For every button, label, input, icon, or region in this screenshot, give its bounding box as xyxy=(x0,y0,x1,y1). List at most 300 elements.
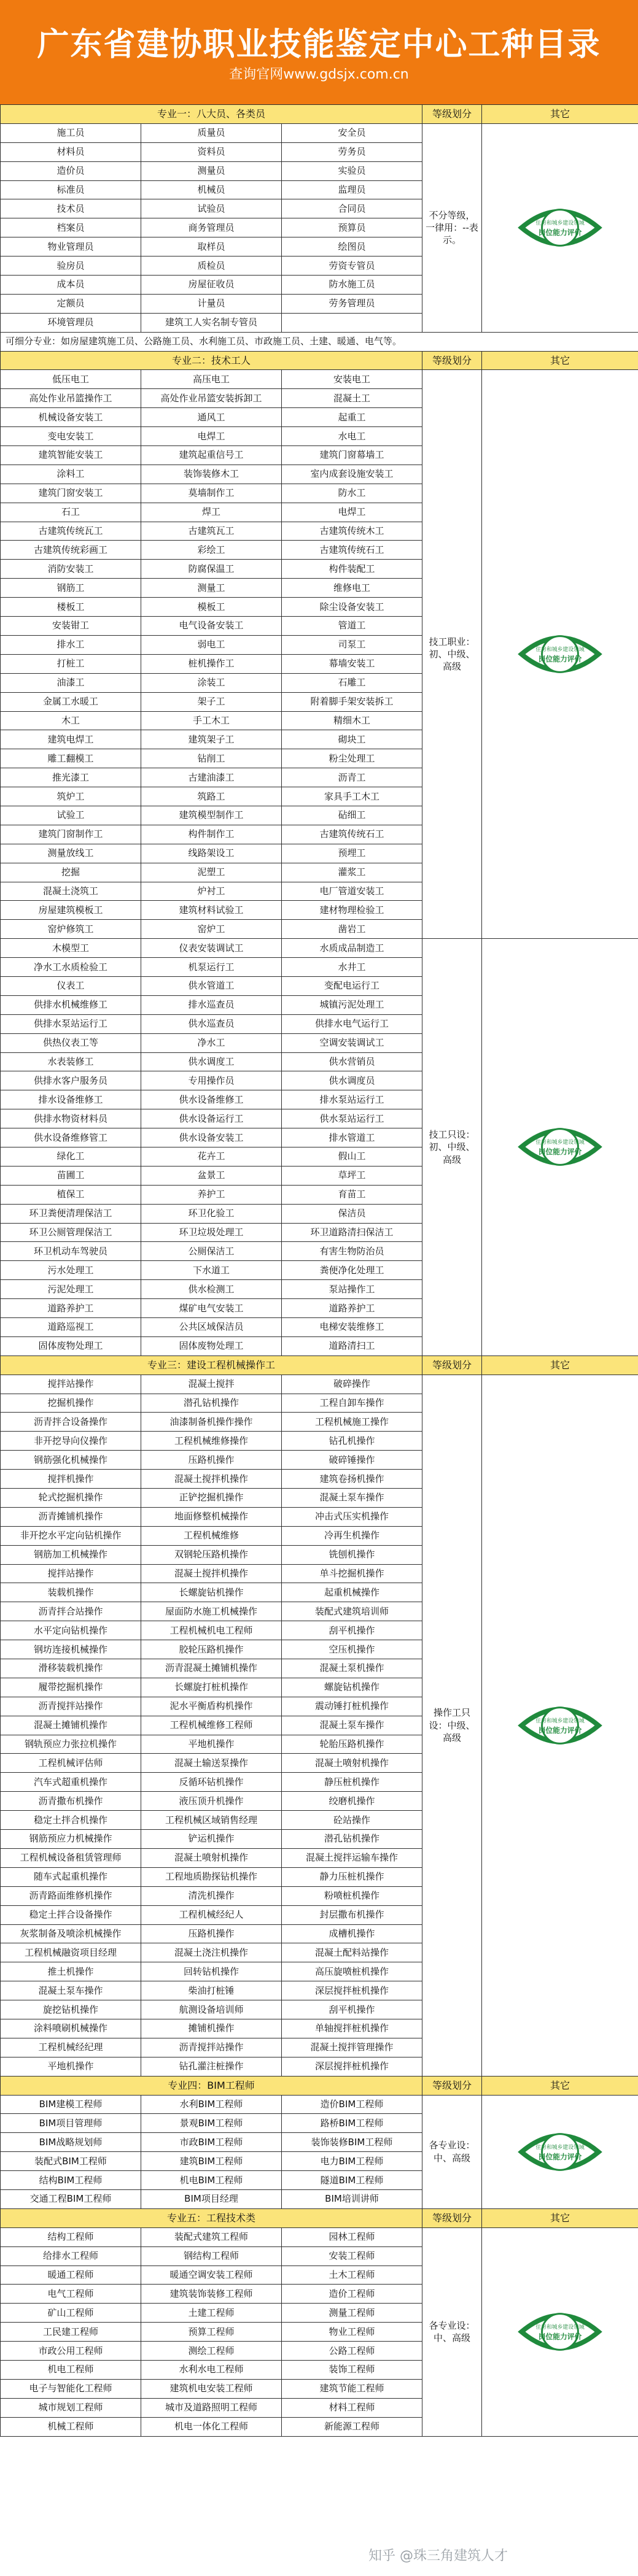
table-row xyxy=(1,2227,638,2246)
table-row xyxy=(1,370,638,389)
green-eye-logo-icon xyxy=(518,1117,602,1177)
job-title-cell: 古建筑瓦工 xyxy=(141,522,282,541)
green-eye-logo-icon xyxy=(518,2302,602,2362)
section-title: 专业三：建设工程机械操作工 xyxy=(1,1355,422,1375)
job-title-cell: 电焊工 xyxy=(282,503,422,522)
job-title-cell: 钢结构工程师 xyxy=(141,2246,282,2266)
website-text: 查询官网www.gdsjx.com.cn xyxy=(229,67,409,82)
job-title-cell: 测量工 xyxy=(141,579,282,598)
job-title-cell: 装饰工程师 xyxy=(282,2360,422,2379)
job-title-cell: 安全员 xyxy=(282,123,422,142)
job-title-cell: 柴油打桩锤 xyxy=(141,1981,282,2000)
job-title-cell: 轮胎压路机操作 xyxy=(282,1735,422,1754)
job-title-cell: 苗圃工 xyxy=(1,1166,141,1185)
job-title-cell: 供水巡查员 xyxy=(141,1014,282,1033)
job-title-cell: 建筑门窗安装工 xyxy=(1,484,141,503)
job-title-cell: 电梯安装维修工 xyxy=(282,1318,422,1337)
job-title-cell: 汽车式超重机操作 xyxy=(1,1773,141,1792)
job-title-cell: 混凝土喷射机操作 xyxy=(282,1754,422,1773)
section-header-row xyxy=(1,105,638,124)
job-title-cell: 工程机械评估师 xyxy=(1,1754,141,1773)
job-title-cell: 古建油漆工 xyxy=(141,768,282,787)
job-title-cell: 莫墙制作工 xyxy=(141,484,282,503)
job-title-cell: 建筑模型制作工 xyxy=(141,806,282,825)
green-eye-logo-icon xyxy=(518,624,602,684)
job-title-cell xyxy=(282,313,422,332)
job-title-cell: 环卫垃圾处理工 xyxy=(141,1223,282,1242)
job-title-cell: 古建筑传统彩画工 xyxy=(1,541,141,560)
level-cell: 操作工只设：中级、高级 xyxy=(422,1375,482,2076)
job-title-cell: 安装钳工 xyxy=(1,617,141,636)
level-column-header: 等级划分 xyxy=(422,2076,482,2095)
level-cell: 不分等级，一律用：--表示。 xyxy=(422,123,482,332)
level-column-header: 等级划分 xyxy=(422,1355,482,1375)
job-title-cell: 工程机械维修工程师 xyxy=(141,1716,282,1735)
job-title-cell: 工程机械维修操作 xyxy=(141,1432,282,1451)
job-title-cell: 起重工 xyxy=(282,408,422,427)
job-title-cell: 通风工 xyxy=(141,408,282,427)
job-title-cell: 质量员 xyxy=(141,123,282,142)
job-title-cell: 维修电工 xyxy=(282,579,422,598)
job-title-cell: 构件制作工 xyxy=(141,825,282,844)
job-title-cell: 电气工程师 xyxy=(1,2285,141,2304)
job-title-cell: 石工 xyxy=(1,503,141,522)
job-title-cell: 定额员 xyxy=(1,294,141,313)
page-title: 广东省建协职业技能鉴定中心工种目录 xyxy=(37,26,601,63)
job-title-cell: 商务管理员 xyxy=(141,218,282,237)
job-title-cell: 机电工程师 xyxy=(1,2360,141,2379)
job-title-cell: 暖通工程师 xyxy=(1,2266,141,2285)
job-title-cell: 地面修整机械操作 xyxy=(141,1507,282,1526)
job-title-cell: 新能源工程师 xyxy=(282,2417,422,2436)
evaluation-badge xyxy=(518,2302,602,2362)
green-eye-logo-icon xyxy=(518,1695,602,1756)
job-title-cell: 供水营销员 xyxy=(282,1052,422,1071)
job-title-cell: 履带挖掘机操作 xyxy=(1,1678,141,1697)
job-title-cell: BIM培训讲师 xyxy=(282,2189,422,2208)
job-title-cell: 水井工 xyxy=(282,958,422,977)
job-title-cell: 装载机操作 xyxy=(1,1583,141,1602)
watermark: 知乎 @珠三角建筑人才 xyxy=(368,2548,508,2564)
job-title-cell: 雕工翻模工 xyxy=(1,749,141,768)
job-title-cell: 仪表工 xyxy=(1,976,141,995)
section-header-row xyxy=(1,2208,638,2227)
job-title-cell: 矿山工程师 xyxy=(1,2304,141,2323)
job-title-cell: 公共区域保洁员 xyxy=(141,1318,282,1337)
other-column-header: 其它 xyxy=(482,1355,638,1375)
table-row xyxy=(1,2095,638,2114)
job-title-cell: 装配式建筑工程师 xyxy=(141,2227,282,2246)
job-title-cell: 材料工程师 xyxy=(282,2398,422,2417)
job-title-cell: 破碎操作 xyxy=(282,1375,422,1394)
level-cell: 各专业设：中、高级 xyxy=(422,2227,482,2436)
job-title-cell: 装饰装修木工 xyxy=(141,465,282,484)
job-title-cell: 非开挖水平定向钻机操作 xyxy=(1,1526,141,1545)
evaluation-badge xyxy=(518,2122,602,2182)
other-cell xyxy=(482,2227,638,2436)
job-title-cell: 机泵运行工 xyxy=(141,958,282,977)
job-title-cell: 铲运机操作 xyxy=(141,1830,282,1849)
job-title-cell: 道路清扫工 xyxy=(282,1336,422,1355)
job-title-cell: 养护工 xyxy=(141,1185,282,1204)
job-title-cell: 精细木工 xyxy=(282,711,422,730)
job-title-cell: 消防安装工 xyxy=(1,560,141,579)
level-column-header: 等级划分 xyxy=(422,2208,482,2227)
green-eye-logo-icon xyxy=(518,2122,602,2182)
job-title-cell: 结构BIM工程师 xyxy=(1,2171,141,2190)
job-title-cell: 稳定土拌合机操作 xyxy=(1,1811,141,1830)
job-title-cell: 建筑BIM工程师 xyxy=(141,2152,282,2171)
job-title-cell: 回转钻机操作 xyxy=(141,1962,282,1981)
job-title-cell: 供排水物资材料员 xyxy=(1,1109,141,1128)
job-title-cell: 混凝土搅拌管理操作 xyxy=(282,2038,422,2057)
job-title-cell: 钢筋强化机械操作 xyxy=(1,1451,141,1470)
job-title-cell: 混凝土浇注机操作 xyxy=(141,1943,282,1962)
job-title-cell: 植保工 xyxy=(1,1185,141,1204)
job-title-cell: 建筑工人实名制专管员 xyxy=(141,313,282,332)
job-title-cell: 砧细工 xyxy=(282,806,422,825)
job-title-cell: 家具手工木工 xyxy=(282,787,422,806)
other-column-header: 其它 xyxy=(482,105,638,124)
job-title-cell: 预埋工 xyxy=(282,844,422,863)
job-title-cell: 排水设备维修工 xyxy=(1,1090,141,1109)
other-column-header: 其它 xyxy=(482,351,638,370)
job-title-cell: 螺旋钻机操作 xyxy=(282,1678,422,1697)
job-title-cell: 工程机械维修 xyxy=(141,1526,282,1545)
job-title-cell: 混凝土泵车操作 xyxy=(282,1716,422,1735)
job-title-cell: 沥青撒布机操作 xyxy=(1,1792,141,1811)
section-title: 专业一：八大员、各类员 xyxy=(1,105,422,124)
job-title-cell: 验房员 xyxy=(1,256,141,276)
job-title-cell: 刮平机操作 xyxy=(282,1621,422,1640)
job-title-cell: 环境管理员 xyxy=(1,313,141,332)
job-title-cell: 实验员 xyxy=(282,161,422,180)
job-title-cell: 工程地质勘探钻机操作 xyxy=(141,1867,282,1886)
job-title-cell: 预算工程师 xyxy=(141,2323,282,2342)
job-title-cell: 城市规划工程师 xyxy=(1,2398,141,2417)
job-title-cell: 胶轮压路机操作 xyxy=(141,1640,282,1659)
job-title-cell: 单轴搅拌桩机操作 xyxy=(282,2019,422,2038)
job-title-cell: 隧道BIM工程师 xyxy=(282,2171,422,2190)
job-title-cell: 木工 xyxy=(1,711,141,730)
job-title-cell: 环卫道路清扫保洁工 xyxy=(282,1223,422,1242)
job-title-cell: 泥塑工 xyxy=(141,863,282,882)
section-header-row xyxy=(1,2076,638,2095)
job-title-cell: 沥青拌合设备操作 xyxy=(1,1413,141,1432)
job-title-cell: 静压桩机操作 xyxy=(282,1773,422,1792)
job-title-cell: 工程机械施工操作 xyxy=(282,1413,422,1432)
job-title-cell: 供热仪表工等 xyxy=(1,1033,141,1052)
job-title-cell: 净水工水质检验工 xyxy=(1,958,141,977)
job-title-cell: 环卫机动车驾驶员 xyxy=(1,1242,141,1261)
job-title-cell: 电厂管道安装工 xyxy=(282,882,422,901)
job-title-cell: 推光漆工 xyxy=(1,768,141,787)
job-title-cell: 混凝土搅拌 xyxy=(141,1375,282,1394)
job-title-cell: 物业工程师 xyxy=(282,2323,422,2342)
job-title-cell: 液压顶升机操作 xyxy=(141,1792,282,1811)
job-title-cell: 建筑电焊工 xyxy=(1,730,141,749)
badge-line-1: 住房和城乡建设领域 xyxy=(535,1718,585,1724)
job-title-cell: 钢筋加工机械操作 xyxy=(1,1545,141,1564)
job-title-cell: 固体废物处理工 xyxy=(141,1336,282,1355)
job-title-cell: 计量员 xyxy=(141,294,282,313)
job-title-cell: 幕墙安装工 xyxy=(282,654,422,673)
green-eye-logo-icon xyxy=(518,198,602,258)
job-title-cell: 供排水电气运行工 xyxy=(282,1014,422,1033)
job-title-cell: 建筑智能安装工 xyxy=(1,446,141,465)
job-title-cell: 灌浆工 xyxy=(282,863,422,882)
job-title-cell: 筑炉工 xyxy=(1,787,141,806)
job-title-cell: 灰浆制备及喷涂机械操作 xyxy=(1,1924,141,1943)
table-row xyxy=(1,939,638,958)
other-cell xyxy=(482,2095,638,2208)
job-title-cell: 结构工程师 xyxy=(1,2227,141,2246)
job-title-cell: 机械员 xyxy=(141,180,282,199)
job-title-cell: 破碎锤操作 xyxy=(282,1451,422,1470)
job-title-cell: 污水处理工 xyxy=(1,1261,141,1280)
job-title-cell: 仪表安装调试工 xyxy=(141,939,282,958)
job-title-cell: 道路养护工 xyxy=(1,1299,141,1318)
job-title-cell: 资料员 xyxy=(141,142,282,161)
job-title-cell: 航测设备培训师 xyxy=(141,2000,282,2019)
job-title-cell: 楼板工 xyxy=(1,598,141,617)
job-title-cell: 房屋建筑模板工 xyxy=(1,901,141,920)
catalog-table xyxy=(0,104,638,2437)
job-title-cell: 建筑门窗幕墙工 xyxy=(282,446,422,465)
job-title-cell: 供水设备维修管工 xyxy=(1,1128,141,1147)
job-title-cell: 混凝土配料站操作 xyxy=(282,1943,422,1962)
badge-line-1: 住房和城乡建设领域 xyxy=(535,647,585,654)
job-title-cell: 筑路工 xyxy=(141,787,282,806)
job-title-cell: 粉尘处理工 xyxy=(282,749,422,768)
job-title-cell: 材料员 xyxy=(1,142,141,161)
job-title-cell: 预算员 xyxy=(282,218,422,237)
job-title-cell: 测量放线工 xyxy=(1,844,141,863)
job-title-cell: 建筑节能工程师 xyxy=(282,2379,422,2398)
evaluation-badge xyxy=(518,1117,602,1177)
badge-line-2: 岗位能力评价 xyxy=(538,1726,582,1735)
job-title-cell: 打桩工 xyxy=(1,654,141,673)
job-title-cell: 绘图员 xyxy=(282,237,422,256)
section-note: 可细分专业：如房屋建筑施工员、公路施工员、水利施工员、市政施工员、土建、暖通、电气等。 xyxy=(1,332,638,351)
job-title-cell: 城镇污泥处理工 xyxy=(282,995,422,1014)
job-title-cell: 劳务管理员 xyxy=(282,294,422,313)
job-title-cell: 排水工 xyxy=(1,635,141,654)
job-title-cell: 低压电工 xyxy=(1,370,141,389)
job-title-cell: 房屋征收员 xyxy=(141,276,282,295)
job-title-cell: 施工员 xyxy=(1,123,141,142)
badge-line-2: 岗位能力评价 xyxy=(538,655,582,664)
level-cell: 各专业设：中、高级 xyxy=(422,2095,482,2208)
job-title-cell: 标准员 xyxy=(1,180,141,199)
job-title-cell: 古建筑传统木工 xyxy=(282,522,422,541)
badge-line-1: 住房和城乡建设领域 xyxy=(535,1140,585,1146)
job-title-cell: BIM项目管理师 xyxy=(1,2114,141,2133)
other-cell xyxy=(482,123,638,332)
job-title-cell: 窑炉工 xyxy=(141,920,282,939)
other-cell xyxy=(482,1375,638,2076)
job-title-cell: 混凝土搅拌机操作 xyxy=(141,1564,282,1583)
job-title-cell: 除尘设备安装工 xyxy=(282,598,422,617)
job-title-cell: 非开挖导向仪操作 xyxy=(1,1432,141,1451)
job-title-cell: 推土机操作 xyxy=(1,1962,141,1981)
job-title-cell: 管道工 xyxy=(282,617,422,636)
job-title-cell: 古建筑传统石工 xyxy=(282,825,422,844)
job-title-cell: 挖掘机操作 xyxy=(1,1394,141,1413)
job-title-cell: 建筑卷扬机操作 xyxy=(282,1470,422,1489)
job-title-cell: 油漆制备机操作操作 xyxy=(141,1413,282,1432)
badge-line-2: 岗位能力评价 xyxy=(538,1147,582,1157)
job-title-cell: 有害生物防治员 xyxy=(282,1242,422,1261)
job-title-cell: 环卫化验工 xyxy=(141,1204,282,1223)
job-title-cell: 绞磨机操作 xyxy=(282,1792,422,1811)
job-title-cell: 试验员 xyxy=(141,199,282,218)
job-title-cell: 路桥BIM工程师 xyxy=(282,2114,422,2133)
job-title-cell: 绿化工 xyxy=(1,1147,141,1166)
section-header-row xyxy=(1,351,638,370)
job-title-cell: 沥青摊铺机操作 xyxy=(1,1507,141,1526)
job-title-cell: 电子与智能化工程师 xyxy=(1,2379,141,2398)
job-title-cell: 搅拌机操作 xyxy=(1,1470,141,1489)
job-title-cell: 司泵工 xyxy=(282,635,422,654)
job-title-cell: 沥青混凝土摊铺机操作 xyxy=(141,1659,282,1678)
job-title-cell: 档案员 xyxy=(1,218,141,237)
job-title-cell: 起重机械操作 xyxy=(282,1583,422,1602)
note-row xyxy=(1,332,638,351)
badge-line-2: 岗位能力评价 xyxy=(538,2332,582,2341)
job-title-cell: 水表装修工 xyxy=(1,1052,141,1071)
job-title-cell: 钢筋预应力机械操作 xyxy=(1,1830,141,1849)
job-title-cell: 建筑材料试验工 xyxy=(141,901,282,920)
job-title-cell: 城市及道路照明工程师 xyxy=(141,2398,282,2417)
job-title-cell: 砌块工 xyxy=(282,730,422,749)
job-title-cell: 净水工 xyxy=(141,1033,282,1052)
job-title-cell: 正铲挖掘机操作 xyxy=(141,1489,282,1508)
job-title-cell: 变电安装工 xyxy=(1,427,141,446)
job-title-cell: 成本员 xyxy=(1,276,141,295)
job-title-cell: 监理员 xyxy=(282,180,422,199)
job-title-cell: 工程机械融资项目经理 xyxy=(1,1943,141,1962)
job-title-cell: 沥青搅拌站操作 xyxy=(1,1697,141,1716)
job-title-cell: 测量员 xyxy=(141,161,282,180)
job-title-cell: 装配式BIM工程师 xyxy=(1,2152,141,2171)
job-title-cell: 彩绘工 xyxy=(141,541,282,560)
job-title-cell: 污泥处理工 xyxy=(1,1280,141,1299)
job-title-cell: 钢筋工 xyxy=(1,579,141,598)
job-title-cell: BIM项目经理 xyxy=(141,2189,282,2208)
level-column-header: 等级划分 xyxy=(422,351,482,370)
job-title-cell: 高处作业吊篮安装拆卸工 xyxy=(141,389,282,408)
job-title-cell: 公路工程师 xyxy=(282,2342,422,2361)
job-title-cell: 机电BIM工程师 xyxy=(141,2171,282,2190)
job-title-cell: 保洁员 xyxy=(282,1204,422,1223)
job-title-cell: 排水巡查员 xyxy=(141,995,282,1014)
job-title-cell: 工程自卸车操作 xyxy=(282,1394,422,1413)
job-title-cell: 封层撒布机操作 xyxy=(282,1905,422,1924)
job-title-cell: 刮平机操作 xyxy=(282,2000,422,2019)
job-title-cell: 混凝土浇筑工 xyxy=(1,882,141,901)
job-title-cell: 凿岩工 xyxy=(282,920,422,939)
job-title-cell: 供水泵站运行工 xyxy=(282,1109,422,1128)
job-title-cell: 混凝土泵车操作 xyxy=(1,1981,141,2000)
job-title-cell: 窑炉修筑工 xyxy=(1,920,141,939)
job-title-cell: 道路养护工 xyxy=(282,1299,422,1318)
job-title-cell: 供水设备运行工 xyxy=(141,1109,282,1128)
job-title-cell: 沥青工 xyxy=(282,768,422,787)
job-title-cell: 供水设备维修工 xyxy=(141,1090,282,1109)
job-title-cell: 双钢轮压路机操作 xyxy=(141,1545,282,1564)
job-title-cell: 钻削工 xyxy=(141,749,282,768)
job-title-cell: 金属工水暖工 xyxy=(1,692,141,711)
page-header xyxy=(0,0,638,104)
job-title-cell: 供水调度工 xyxy=(141,1052,282,1071)
job-title-cell: 高压旋喷桩机操作 xyxy=(282,1962,422,1981)
job-title-cell: 建筑起重信号工 xyxy=(141,446,282,465)
job-title-cell: 测绘工程师 xyxy=(141,2342,282,2361)
job-title-cell: 搅拌站操作 xyxy=(1,1564,141,1583)
job-title-cell: 市政BIM工程师 xyxy=(141,2133,282,2152)
section-title: 专业二：技术工人 xyxy=(1,351,422,370)
job-title-cell: 供排水机械维修工 xyxy=(1,995,141,1014)
job-title-cell: 育苗工 xyxy=(282,1185,422,1204)
job-title-cell: 钻孔机操作 xyxy=(282,1432,422,1451)
job-title-cell: 工程机械设备租赁管理师 xyxy=(1,1848,141,1867)
job-title-cell: 平地机操作 xyxy=(1,2057,141,2076)
job-title-cell: 室内成套设施安装工 xyxy=(282,465,422,484)
job-title-cell: 长螺旋打桩机操作 xyxy=(141,1678,282,1697)
table-row xyxy=(1,123,638,142)
job-title-cell: 水质成品制造工 xyxy=(282,939,422,958)
job-title-cell: 涂料工 xyxy=(1,465,141,484)
job-title-cell: 钢坊连接机械操作 xyxy=(1,1640,141,1659)
job-title-cell: 排水管道工 xyxy=(282,1128,422,1147)
job-title-cell: 架子工 xyxy=(141,692,282,711)
catalog-table-container xyxy=(0,104,638,2437)
job-title-cell: 花卉工 xyxy=(141,1147,282,1166)
job-title-cell: 工程机械经纪人 xyxy=(141,1905,282,1924)
job-title-cell: 防水工 xyxy=(282,484,422,503)
job-title-cell: 建筑装饰装修工程师 xyxy=(141,2285,282,2304)
badge-line-1: 住房和城乡建设领域 xyxy=(535,220,585,227)
job-title-cell: BIM战略规划师 xyxy=(1,2133,141,2152)
job-title-cell: 铣刨机操作 xyxy=(282,1545,422,1564)
job-title-cell: 供排水泵站运行工 xyxy=(1,1014,141,1033)
job-title-cell: 泵站操作工 xyxy=(282,1280,422,1299)
job-title-cell: 反循环钻机操作 xyxy=(141,1773,282,1792)
job-title-cell: 公厕保洁工 xyxy=(141,1242,282,1261)
job-title-cell: 排水泵站运行工 xyxy=(282,1090,422,1109)
job-title-cell: 供水调度员 xyxy=(282,1071,422,1090)
job-title-cell: 环卫粪便清理保洁工 xyxy=(1,1204,141,1223)
job-title-cell: 供排水客户服务员 xyxy=(1,1071,141,1090)
job-title-cell: 轮式挖掘机操作 xyxy=(1,1489,141,1508)
level-cell: 技工职业：初、中级、高级 xyxy=(422,370,482,939)
job-title-cell: 沥青搅拌站操作 xyxy=(141,2038,282,2057)
job-title-cell: 清洗机操作 xyxy=(141,1886,282,1905)
job-title-cell: 机械工程师 xyxy=(1,2417,141,2436)
table-row xyxy=(1,1375,638,1394)
job-title-cell: 混凝土搅拌机操作 xyxy=(141,1470,282,1489)
job-title-cell: 技术员 xyxy=(1,199,141,218)
job-title-cell: 空压机操作 xyxy=(282,1640,422,1659)
job-title-cell: 混凝土工 xyxy=(282,389,422,408)
job-title-cell: 装饰装修BIM工程师 xyxy=(282,2133,422,2152)
job-title-cell: 试验工 xyxy=(1,806,141,825)
job-title-cell: 钻孔灌注桩操作 xyxy=(141,2057,282,2076)
job-title-cell: 电气设备安装工 xyxy=(141,617,282,636)
job-title-cell: 弱电工 xyxy=(141,635,282,654)
job-title-cell: 高处作业吊篮操作工 xyxy=(1,389,141,408)
